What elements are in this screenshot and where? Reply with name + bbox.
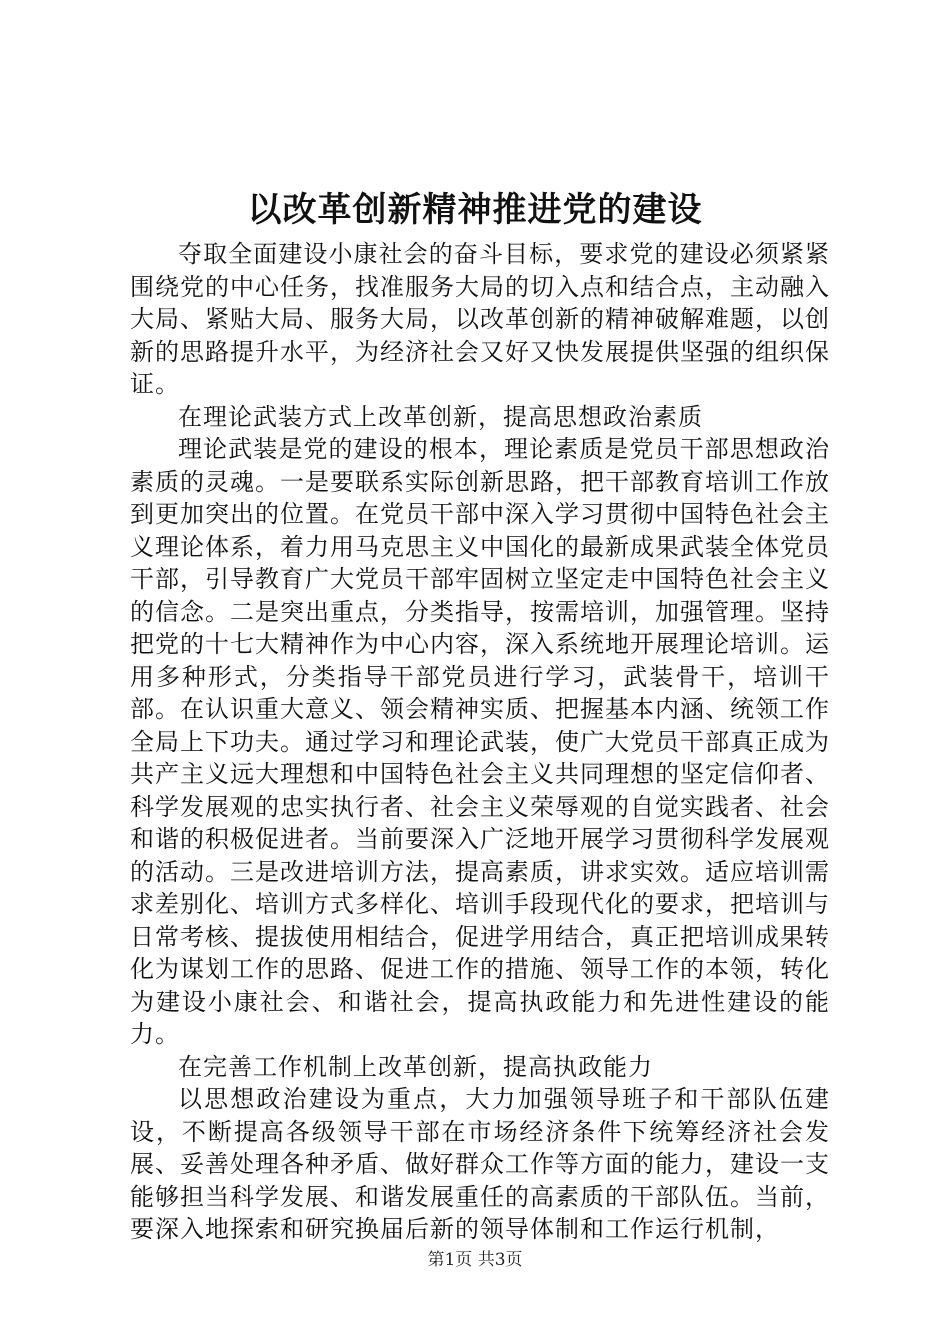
document-title: 以改革创新精神推进党的建设 xyxy=(247,190,703,230)
mechanism-paragraph: 以思想政治建设为重点，大力加强领导班子和干部队伍建设，不断提高各级领导干部在市场经济条件下统筹经济社会发展、妥善处理各种矛盾、做好群众工作等方面的能力，建设一支能够担当科学发展、和谐发展重任的高素质的干部队伍。当前，要深入地探索和研究换届后新的领导体制和工作运行机制， xyxy=(130,1085,830,1243)
theory-paragraph: 理论武装是党的建设的根本，理论素质是党员干部思想政治素质的灵魂。一是要联系实际创新思路，把干部教育培训工作放到更加突出的位置。在党员干部中深入学习贯彻中国特色社会主义理论体系，着力用马克思主义中国化的最新成果武装全体党员干部，引导教育广大党员干部牢固树立坚定走中国特色社会主义的信念。二是突出重点，分类指导，按需培训，加强管理。坚持把党的十七大精神作为中心内容，深入系统地开展理论培训。运用多种形式，分类指导干部党员进行学习，武装骨干，培训干部。在认识重大意义、领会精神实质、把握基本内涵、统领工作全局上下功夫。通过学习和理论武装，使广大党员干部真正成为共产主义远大理想和中国特色社会主义共同理想的坚定信仰者、科学发展观的忠实执行者、社会主义荣辱观的自觉实践者、社会和谐的积极促进者。当前要深入广泛地开展学习贯彻科学发展观的活动。三是改进培训方法，提高素质，讲求实效。适应培训需求差别化、培训方式多样化、培训手段现代化的要求，把培训与日常考核、提拔使用相结合，促进学用结合，真正把培训成果转化为谋划工作的思路、促进工作的措施、领导工作的本领，转化为建设小康社会、和谐社会，提高执政能力和先进性建设的能力。 xyxy=(130,435,830,1048)
section-heading-mechanism: 在完善工作机制上改革创新，提高执政能力 xyxy=(178,1052,653,1081)
section-heading-theory: 在理论武装方式上改革创新，提高思想政治素质 xyxy=(178,402,703,431)
intro-paragraph: 夺取全面建设小康社会的奋斗目标，要求党的建设必须紧紧围绕党的中心任务，找准服务大局的切入点和结合点，主动融入大局、紧贴大局、服务大局，以改革创新的精神破解难题，以创新的思路提升水平，为经济社会又好又快发展提供坚强的组织保证。 xyxy=(130,240,830,398)
page-footer: 第1页 共3页 xyxy=(427,1250,523,1270)
document-body xyxy=(130,238,830,1246)
